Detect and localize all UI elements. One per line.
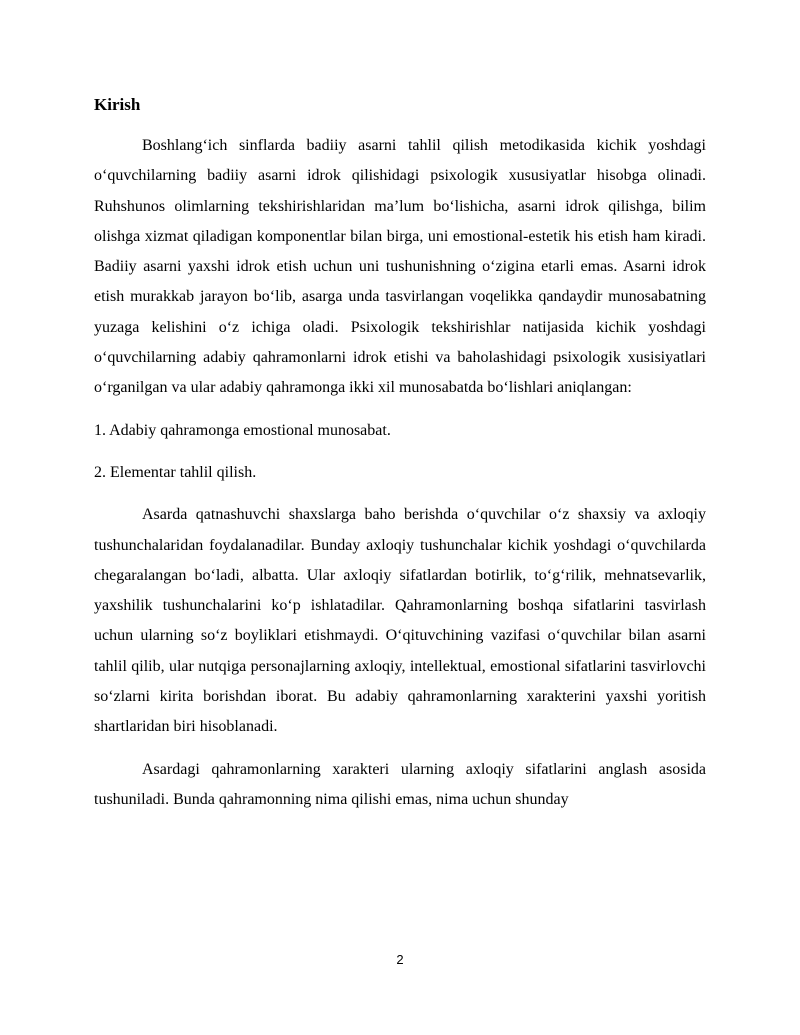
paragraph-intro: Boshlang‘ich sinflarda badiiy asarni tahlil qilish metodikasida kichik yoshdagi o‘quvchilarning badiiy asarni idrok qilishidagi psixologik xususiyatlar hisobga olinadi. Ruhshunos olimlarning tekshirishlaridan ma’lum bo‘lishicha, asarni idrok qilishga, bilim olishga xizmat qiladigan komponentlar bilan birga, uni emostional-estetik his etish ham kiradi. Badiiy asarni yaxshi idrok etish uchun uni tushunishning o‘zigina etarli emas. Asarni idrok etish murakkab jarayon bo‘lib, asarga unda tasvirlangan voqelikka qandaydir munosabatning yuzaga kelishini o‘z ichiga oladi. Psixologik tekshirishlar natijasida kichik yoshdagi o‘quvchilarning adabiy qahramonlarni idrok etishi va baholashidagi psixologik xusisiyatlari o‘rganilgan va ular adabiy qahramonga ikki xil munosabatda bo‘lishlari aniqlangan: <box>94 137 706 397</box>
list-item-2: 2. Elementar tahlil qilish. <box>94 463 257 481</box>
paragraph-evaluation: Asarda qatnashuvchi shaxslarga baho berishda o‘quvchilar o‘z shaxsiy va axloqiy tushunchalaridan foydalanadilar. Bunday axloqiy tushunchalar kichik yoshdagi o‘quvchilarda chegaralangan bo‘ladi, albatta. Ular axloqiy sifatlardan botirlik, to‘g‘rilik, mehnatsevarlik, yaxshilik tushunchalarini ko‘p ishlatadilar. Qahramonlarning boshqa sifatlarini tasvirlash uchun ularning so‘z boyliklari etishmaydi. O‘qituvchining vazifasi o‘quvchilar bilan asarni tahlil qilib, ular nutqiga personajlarning axloqiy, intellektual, emostional sifatlarini tasvirlovchi so‘zlarni kirita borishdan iborat. Bu adabiy qahramonlarning xarakterini yaxshi yoritish shartlaridan biri hisoblanadi. <box>94 506 706 736</box>
paragraph-character: Asardagi qahramonlarning xarakteri ularning axloqiy sifatlarini anglash asosida tushuniladi. Bunda qahramonning nima qilishi emas, nima uchun shunday <box>94 760 706 808</box>
section-heading: Kirish <box>94 95 141 114</box>
page-number: 2 <box>396 952 404 967</box>
list-item-1: 1. Adabiy qahramonga emostional munosabat. <box>94 421 391 439</box>
document-page <box>94 92 706 815</box>
